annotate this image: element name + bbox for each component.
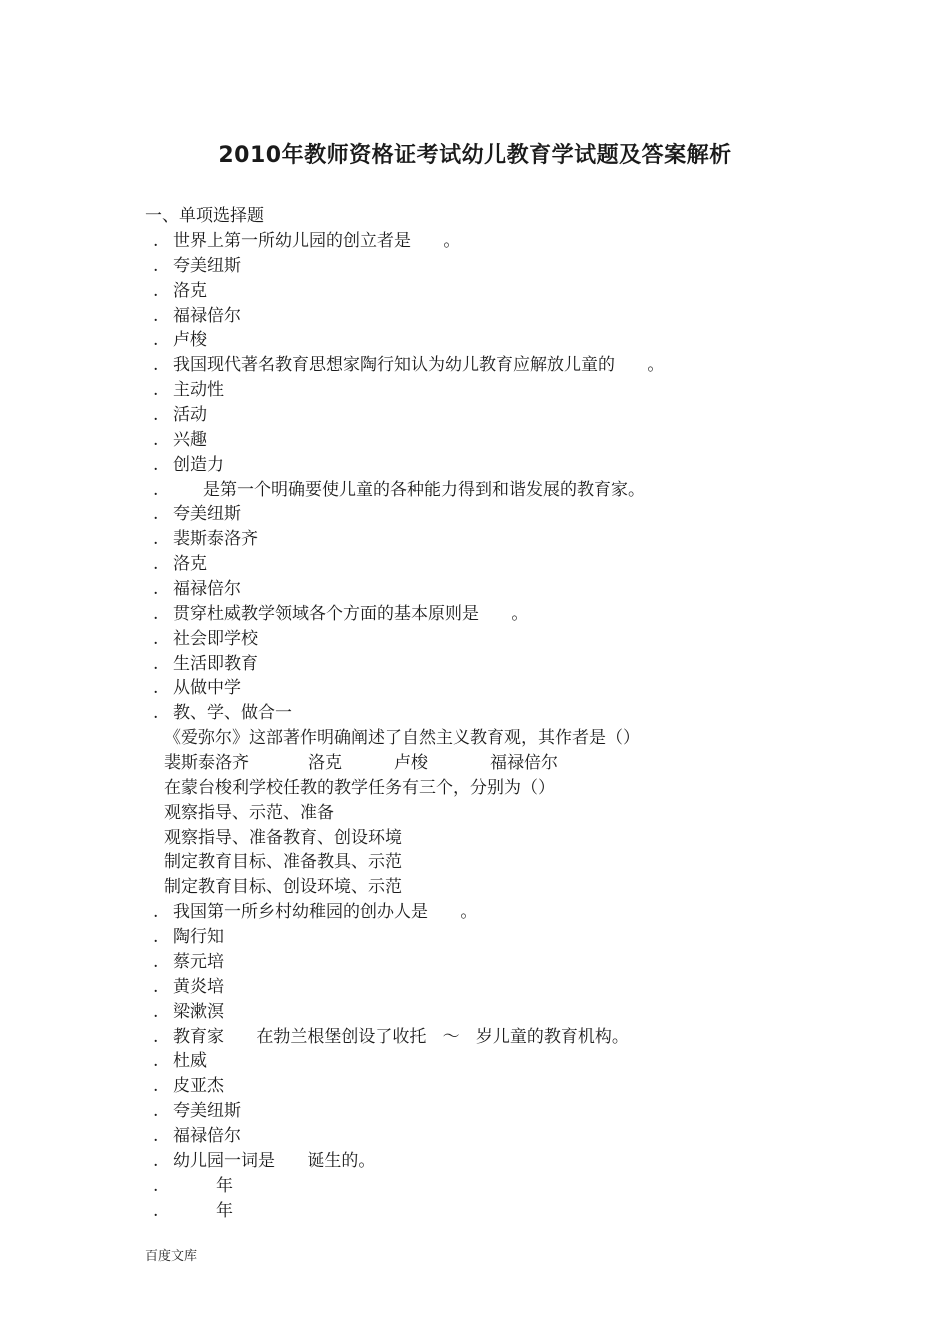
list-bullet: . <box>153 330 159 351</box>
question-line <box>0 1099 950 1124</box>
question-line <box>0 229 950 254</box>
question-line <box>0 900 950 925</box>
question-list <box>0 229 950 1223</box>
list-bullet: . <box>153 703 159 724</box>
question-line <box>0 1000 950 1025</box>
question-line <box>0 950 950 975</box>
question-line <box>0 652 950 677</box>
question-line <box>0 577 950 602</box>
question-line <box>0 328 950 353</box>
question-line <box>0 1049 950 1074</box>
list-bullet: . <box>153 1125 159 1146</box>
line-text: 兴趣 <box>173 429 207 450</box>
question-line <box>0 850 950 875</box>
line-text: 夸美纽斯 <box>173 504 241 525</box>
line-text: 创造力 <box>173 454 224 475</box>
line-text: 我国第一所乡村幼稚园的创办人是 。 <box>173 902 478 923</box>
list-bullet: . <box>153 504 159 525</box>
list-bullet: . <box>153 1076 159 1097</box>
line-text: 夸美纽斯 <box>173 1101 241 1122</box>
list-bullet: . <box>153 1200 159 1221</box>
list-bullet: . <box>153 380 159 401</box>
list-bullet: . <box>153 579 159 600</box>
line-text: 福禄倍尔 <box>173 579 241 600</box>
question-line <box>0 875 950 900</box>
footer-watermark: 百度文库 <box>145 1249 198 1264</box>
line-text: 社会即学校 <box>173 628 258 649</box>
question-line <box>0 1199 950 1224</box>
line-text: 年 <box>216 1175 233 1196</box>
option-text: 裴斯泰洛齐 <box>164 753 249 774</box>
list-bullet: . <box>153 355 159 376</box>
option-text: 福禄倍尔 <box>490 753 558 774</box>
question-line <box>0 1149 950 1174</box>
question-line <box>0 1124 950 1149</box>
question-line <box>0 826 950 851</box>
question-line <box>0 1174 950 1199</box>
list-bullet: . <box>153 653 159 674</box>
question-line <box>0 552 950 577</box>
line-text: 制定教育目标、创设环境、示范 <box>164 877 402 898</box>
question-line <box>0 254 950 279</box>
line-text: 主动性 <box>173 380 224 401</box>
line-text: 观察指导、示范、准备 <box>164 802 334 823</box>
list-bullet: . <box>153 1175 159 1196</box>
line-text: 我国现代著名教育思想家陶行知认为幼儿教育应解放儿童的 。 <box>173 355 665 376</box>
line-text: 裴斯泰洛齐 <box>173 529 258 550</box>
option-text: 洛克 <box>308 753 342 774</box>
list-bullet: . <box>153 305 159 326</box>
list-bullet: . <box>153 902 159 923</box>
list-bullet: . <box>153 1001 159 1022</box>
line-text: 福禄倍尔 <box>173 305 241 326</box>
question-line <box>0 776 950 801</box>
list-bullet: . <box>153 405 159 426</box>
line-text: 杜威 <box>173 1051 207 1072</box>
list-bullet: . <box>153 429 159 450</box>
section-heading: 一、单项选择题 <box>145 206 264 226</box>
question-line <box>0 304 950 329</box>
question-line <box>0 801 950 826</box>
question-line <box>0 527 950 552</box>
question-line <box>0 627 950 652</box>
question-line <box>0 502 950 527</box>
line-text: 制定教育目标、准备教具、示范 <box>164 852 402 873</box>
option-text: 卢梭 <box>394 753 428 774</box>
line-text: 年 <box>216 1200 233 1221</box>
question-line <box>0 279 950 304</box>
list-bullet: . <box>153 1026 159 1047</box>
list-bullet: . <box>153 280 159 301</box>
line-text: 洛克 <box>173 280 207 301</box>
question-line <box>0 751 950 776</box>
list-bullet: . <box>153 454 159 475</box>
line-text: 贯穿杜威教学领域各个方面的基本原则是 。 <box>173 603 529 624</box>
line-text: 蔡元培 <box>173 951 224 972</box>
line-text: 夸美纽斯 <box>173 255 241 276</box>
question-line <box>0 1074 950 1099</box>
list-bullet: . <box>153 479 159 500</box>
list-bullet: . <box>153 603 159 624</box>
line-text: 世界上第一所幼儿园的创立者是 。 <box>173 231 461 251</box>
line-text: 福禄倍尔 <box>173 1125 241 1146</box>
line-text: 在蒙台梭利学校任教的教学任务有三个，分别为（） <box>164 777 555 798</box>
list-bullet: . <box>153 976 159 997</box>
line-text: 梁漱溟 <box>173 1001 224 1022</box>
list-bullet: . <box>153 1150 159 1171</box>
line-text: 皮亚杰 <box>173 1076 224 1097</box>
question-line <box>0 726 950 751</box>
line-text: 观察指导、准备教育、创设环境 <box>164 827 402 848</box>
list-bullet: . <box>153 628 159 649</box>
line-text: 陶行知 <box>173 927 224 948</box>
document-title: 2010年教师资格证考试幼儿教育学试题及答案解析 <box>218 143 732 168</box>
question-line <box>0 353 950 378</box>
question-line <box>0 453 950 478</box>
list-bullet: . <box>153 529 159 550</box>
line-text: 洛克 <box>173 554 207 575</box>
line-text: 《爱弥尔》这部著作明确阐述了自然主义教育观，其作者是（） <box>164 728 640 749</box>
line-text: 卢梭 <box>173 330 207 351</box>
list-bullet: . <box>153 678 159 699</box>
list-bullet: . <box>153 927 159 948</box>
list-bullet: . <box>153 1101 159 1122</box>
question-line <box>0 602 950 627</box>
question-line <box>0 428 950 453</box>
question-line <box>0 378 950 403</box>
list-bullet: . <box>153 554 159 575</box>
line-text: 黄炎培 <box>173 976 224 997</box>
question-line <box>0 925 950 950</box>
line-text: 生活即教育 <box>173 653 258 674</box>
list-bullet: . <box>153 231 159 251</box>
question-line <box>0 478 950 503</box>
line-text: 活动 <box>173 405 207 426</box>
question-line <box>0 676 950 701</box>
question-line <box>0 403 950 428</box>
list-bullet: . <box>153 951 159 972</box>
list-bullet: . <box>153 255 159 276</box>
line-text: 幼儿园一词是 诞生的。 <box>173 1150 376 1171</box>
line-text: 教、学、做合一 <box>173 703 292 724</box>
line-text: 是第一个明确要使儿童的各种能力得到和谐发展的教育家。 <box>203 479 645 500</box>
line-text: 从做中学 <box>173 678 241 699</box>
list-bullet: . <box>153 1051 159 1072</box>
line-text: 教育家 在勃兰根堡创设了收托 ～ 岁儿童的教育机构。 <box>173 1026 629 1047</box>
question-line <box>0 975 950 1000</box>
question-line <box>0 1025 950 1050</box>
question-line <box>0 701 950 726</box>
